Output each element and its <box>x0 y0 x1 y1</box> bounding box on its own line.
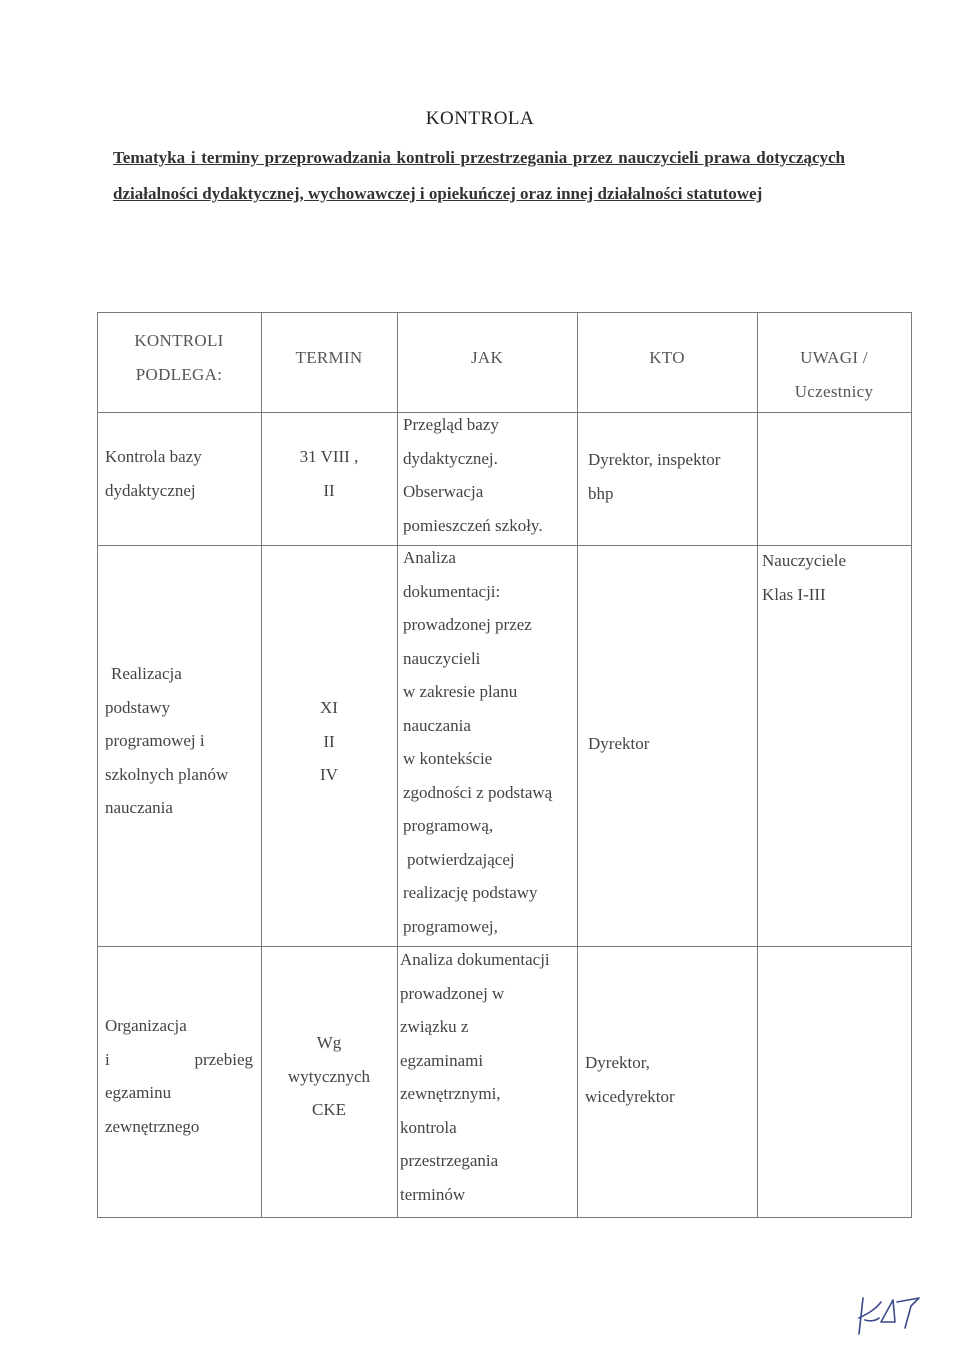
row2-uwagi-line: Klas I-III <box>762 584 826 604</box>
row3-subject-line: zewnętrznego <box>105 1116 200 1136</box>
row3-jak-line: terminów <box>400 1184 466 1204</box>
row3-jak-line: kontrola <box>400 1117 457 1137</box>
row2-jak <box>403 541 552 943</box>
row1-jak <box>403 408 543 542</box>
row3-kto-line: Dyrektor, <box>585 1053 650 1072</box>
header-uwagi-line: UWAGI / <box>800 348 868 367</box>
row2-subject-line: podstawy <box>105 697 171 717</box>
header-uwagi <box>757 341 911 408</box>
row3-jak-line: związku z <box>400 1017 469 1036</box>
header-kontroli-podlega <box>97 324 261 391</box>
row3-termin-line: CKE <box>312 1100 346 1119</box>
row3-jak-line: Analiza dokumentacji <box>400 950 550 969</box>
row3-subject-word: i <box>105 1049 110 1069</box>
row2-jak-line: w zakresie planu <box>403 682 518 701</box>
row2-jak-line: Analiza <box>403 548 456 567</box>
row1-jak-line: Obserwacja <box>403 482 484 501</box>
row3-jak-line: egzaminami <box>400 1050 484 1070</box>
row2-jak-line: prowadzonej przez <box>403 615 532 634</box>
document-subtitle: Tematyka i terminy przeprowadzania kontroli przestrzegania przez nauczycieli prawa dotyczących działalności dydaktycznej, wychowawczej i opiekuńczej oraz innej działalności statutowej <box>113 148 845 203</box>
row2-termin-line: XI <box>320 698 338 717</box>
row3-kto-line: wicedyrektor <box>585 1086 675 1106</box>
header-kto: KTO <box>649 348 685 367</box>
row2-jak-line: potwierdzającej <box>407 849 515 869</box>
row1-kto-line: Dyrektor, inspektor <box>588 450 721 469</box>
row3-jak-line: przestrzegania <box>400 1151 499 1170</box>
row3-termin-line: wytycznych <box>287 1066 371 1086</box>
row3-jak-line: prowadzonej w <box>400 983 505 1003</box>
row2-jak-line: programowej, <box>403 916 498 936</box>
header-uczestnicy-line: Uczestnicy <box>794 381 874 401</box>
row2-uwagi-line: Nauczyciele <box>762 551 846 570</box>
row2-subject-line: nauczania <box>105 798 173 817</box>
row1-jak-line: dydaktycznej. <box>403 448 498 468</box>
row1-kto <box>588 443 720 510</box>
row2-subject <box>105 657 228 825</box>
row3-subject-line: Organizacja <box>105 1016 187 1035</box>
row1-termin-line: II <box>323 480 335 500</box>
row1-subject <box>105 440 202 507</box>
row3-subject-line-justified <box>105 1043 253 1077</box>
handwritten-initials-signature <box>855 1288 925 1338</box>
row2-kto: Dyrektor <box>588 734 650 753</box>
row2-jak-line: zgodności z podstawą <box>403 782 553 802</box>
row1-subject-line: Kontrola bazy <box>105 447 202 466</box>
row2-termin-line: IV <box>320 765 338 784</box>
row3-termin <box>261 1026 397 1127</box>
row1-termin <box>261 440 397 507</box>
header-podlega-line: PODLEGA: <box>135 364 223 384</box>
header-jak: JAK <box>470 348 504 367</box>
row2-jak-line: realizację podstawy <box>403 883 538 902</box>
header-termin: TERMIN <box>295 348 363 367</box>
row2-termin <box>261 691 397 792</box>
row3-jak-line: zewnętrznymi, <box>400 1084 501 1103</box>
row2-jak-line: dokumentacji: <box>403 581 501 601</box>
row3-jak <box>400 943 550 1211</box>
row2-subject-line: Realizacja <box>111 664 182 683</box>
row3-subject-word: przebieg <box>194 1049 253 1069</box>
row1-kto-line: bhp <box>588 483 614 503</box>
row1-termin-line: 31 VIII , <box>299 447 359 466</box>
header-kontroli-line: KONTROLI <box>134 331 224 350</box>
row1-jak-line: pomieszczeń szkoły. <box>403 515 543 535</box>
row1-jak-line: Przegląd bazy <box>403 415 499 434</box>
row1-subject-line: dydaktycznej <box>105 480 196 500</box>
document-title: KONTROLA <box>425 108 535 129</box>
row3-subject-line: egzaminu <box>105 1083 172 1102</box>
row3-termin-line: Wg <box>316 1033 342 1052</box>
row2-jak-line: nauczycieli <box>403 648 481 668</box>
row2-subject-line: programowej i <box>105 731 205 750</box>
row2-jak-line: programową, <box>403 816 494 835</box>
row2-uwagi <box>762 544 846 611</box>
row3-subject <box>105 1009 253 1143</box>
row2-jak-line: w kontekście <box>403 749 493 768</box>
row3-kto <box>585 1046 675 1113</box>
control-table <box>97 312 912 1218</box>
row2-subject-line: szkolnych planów <box>105 764 229 784</box>
row2-termin-line: II <box>323 731 335 751</box>
row2-jak-line: nauczania <box>403 715 471 735</box>
